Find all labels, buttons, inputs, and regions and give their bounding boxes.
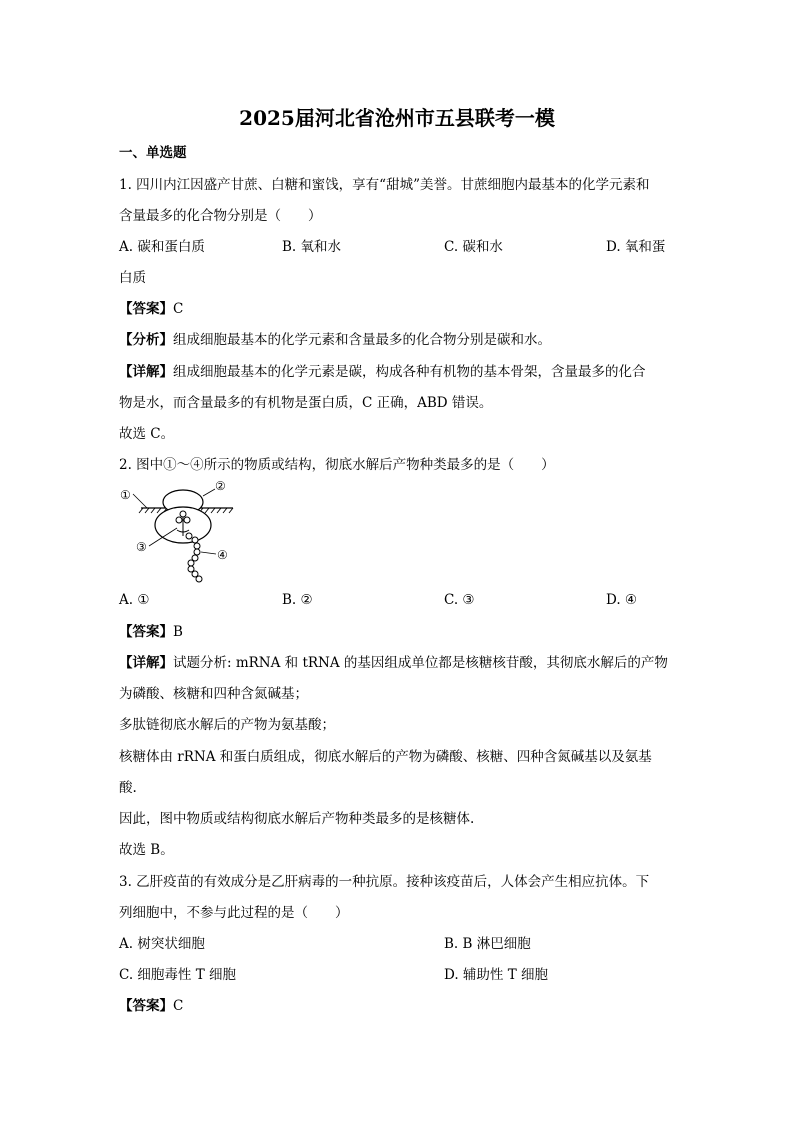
q1-answer	[119, 299, 183, 319]
q1-detail-line1	[119, 362, 646, 382]
q2-option-c: C. ③	[444, 592, 475, 608]
detail-text: 试题分析: mRNA 和 tRNA 的基因组成单位都是核糖核苷酸，其彻底水解后的产物	[173, 655, 668, 671]
q1-option-a: A. 碳和蛋白质	[119, 239, 205, 255]
q2-option-a: A. ①	[119, 592, 150, 608]
q2-answer	[119, 622, 183, 642]
page-title: 2025届河北省沧州市五县联考一模	[239, 106, 555, 130]
q2-option-b: B. ②	[282, 592, 313, 608]
q1-stem-line2: 含量最多的化合物分别是（ ）	[119, 208, 322, 224]
answer-tag: 【答案】	[119, 624, 173, 640]
q1-option-b: B. 氧和水	[282, 239, 342, 255]
q3-answer	[119, 996, 183, 1016]
q1-stem-line1: 1. 四川内江因盛产甘蔗、白糖和蜜饯，享有“甜城”美誉。甘蔗细胞内最基本的化学元素和	[119, 177, 650, 193]
q2-choose: 故选 B。	[119, 842, 174, 858]
q1-choose: 故选 C。	[119, 426, 175, 442]
q1-option-c: C. 碳和水	[444, 239, 503, 255]
q2-detail-line1	[119, 653, 668, 673]
detail-tag: 【详解】	[119, 364, 173, 380]
section-heading: 一、单选题	[119, 145, 187, 161]
fig-label-2: ②	[215, 479, 226, 493]
q2-detail-line3: 多肽链彻底水解后的产物为氨基酸；	[119, 717, 335, 733]
q2-detail-line6: 因此，图中物质或结构彻底水解后产物种类最多的是核糖体.	[119, 811, 475, 827]
q3-option-b: B. B 淋巴细胞	[444, 936, 531, 952]
answer-value: B	[173, 624, 183, 640]
answer-value: C	[173, 301, 184, 317]
q2-stem: 2. 图中①～④所示的物质或结构，彻底水解后产物种类最多的是（ ）	[119, 457, 555, 473]
q2-ribosome-figure	[117, 478, 237, 586]
answer-value: C	[173, 998, 184, 1014]
q3-option-d: D. 辅助性 T 细胞	[444, 967, 549, 983]
analysis-tag: 【分析】	[119, 332, 173, 348]
q1-analysis	[119, 330, 551, 350]
analysis-text: 组成细胞最基本的化学元素和含量最多的化合物分别是碳和水。	[173, 332, 551, 348]
q3-option-c: C. 细胞毒性 T 细胞	[119, 967, 237, 983]
q3-stem-line1: 3. 乙肝疫苗的有效成分是乙肝病毒的一种抗原。接种该疫苗后，人体会产生相应抗体。下	[119, 874, 650, 890]
q2-detail-line5: 酸.	[119, 780, 137, 796]
q3-option-a: A. 树突状细胞	[119, 936, 205, 952]
answer-tag: 【答案】	[119, 998, 173, 1014]
fig-label-1: ①	[120, 488, 131, 502]
answer-tag: 【答案】	[119, 301, 173, 317]
q3-stem-line2: 列细胞中，不参与此过程的是（ ）	[119, 905, 349, 921]
q2-option-d: D. ④	[606, 592, 638, 608]
q1-option-d: D. 氧和蛋	[606, 239, 666, 255]
fig-label-3: ③	[136, 540, 147, 554]
detail-text: 组成细胞最基本的化学元素是碳，构成各种有机物的基本骨架，含量最多的化合	[173, 364, 646, 380]
q1-option-d-continued: 白质	[119, 270, 146, 286]
q1-detail-line2: 物是水，而含量最多的有机物是蛋白质，C 正确，ABD 错误。	[119, 395, 493, 411]
q2-detail-line2: 为磷酸、核糖和四种含氮碱基；	[119, 686, 308, 702]
detail-tag: 【详解】	[119, 655, 173, 671]
q2-detail-line4: 核糖体由 rRNA 和蛋白质组成，彻底水解后的产物为磷酸、核糖、四种含氮碱基以及氨基	[119, 749, 652, 765]
fig-label-4: ④	[217, 548, 228, 562]
